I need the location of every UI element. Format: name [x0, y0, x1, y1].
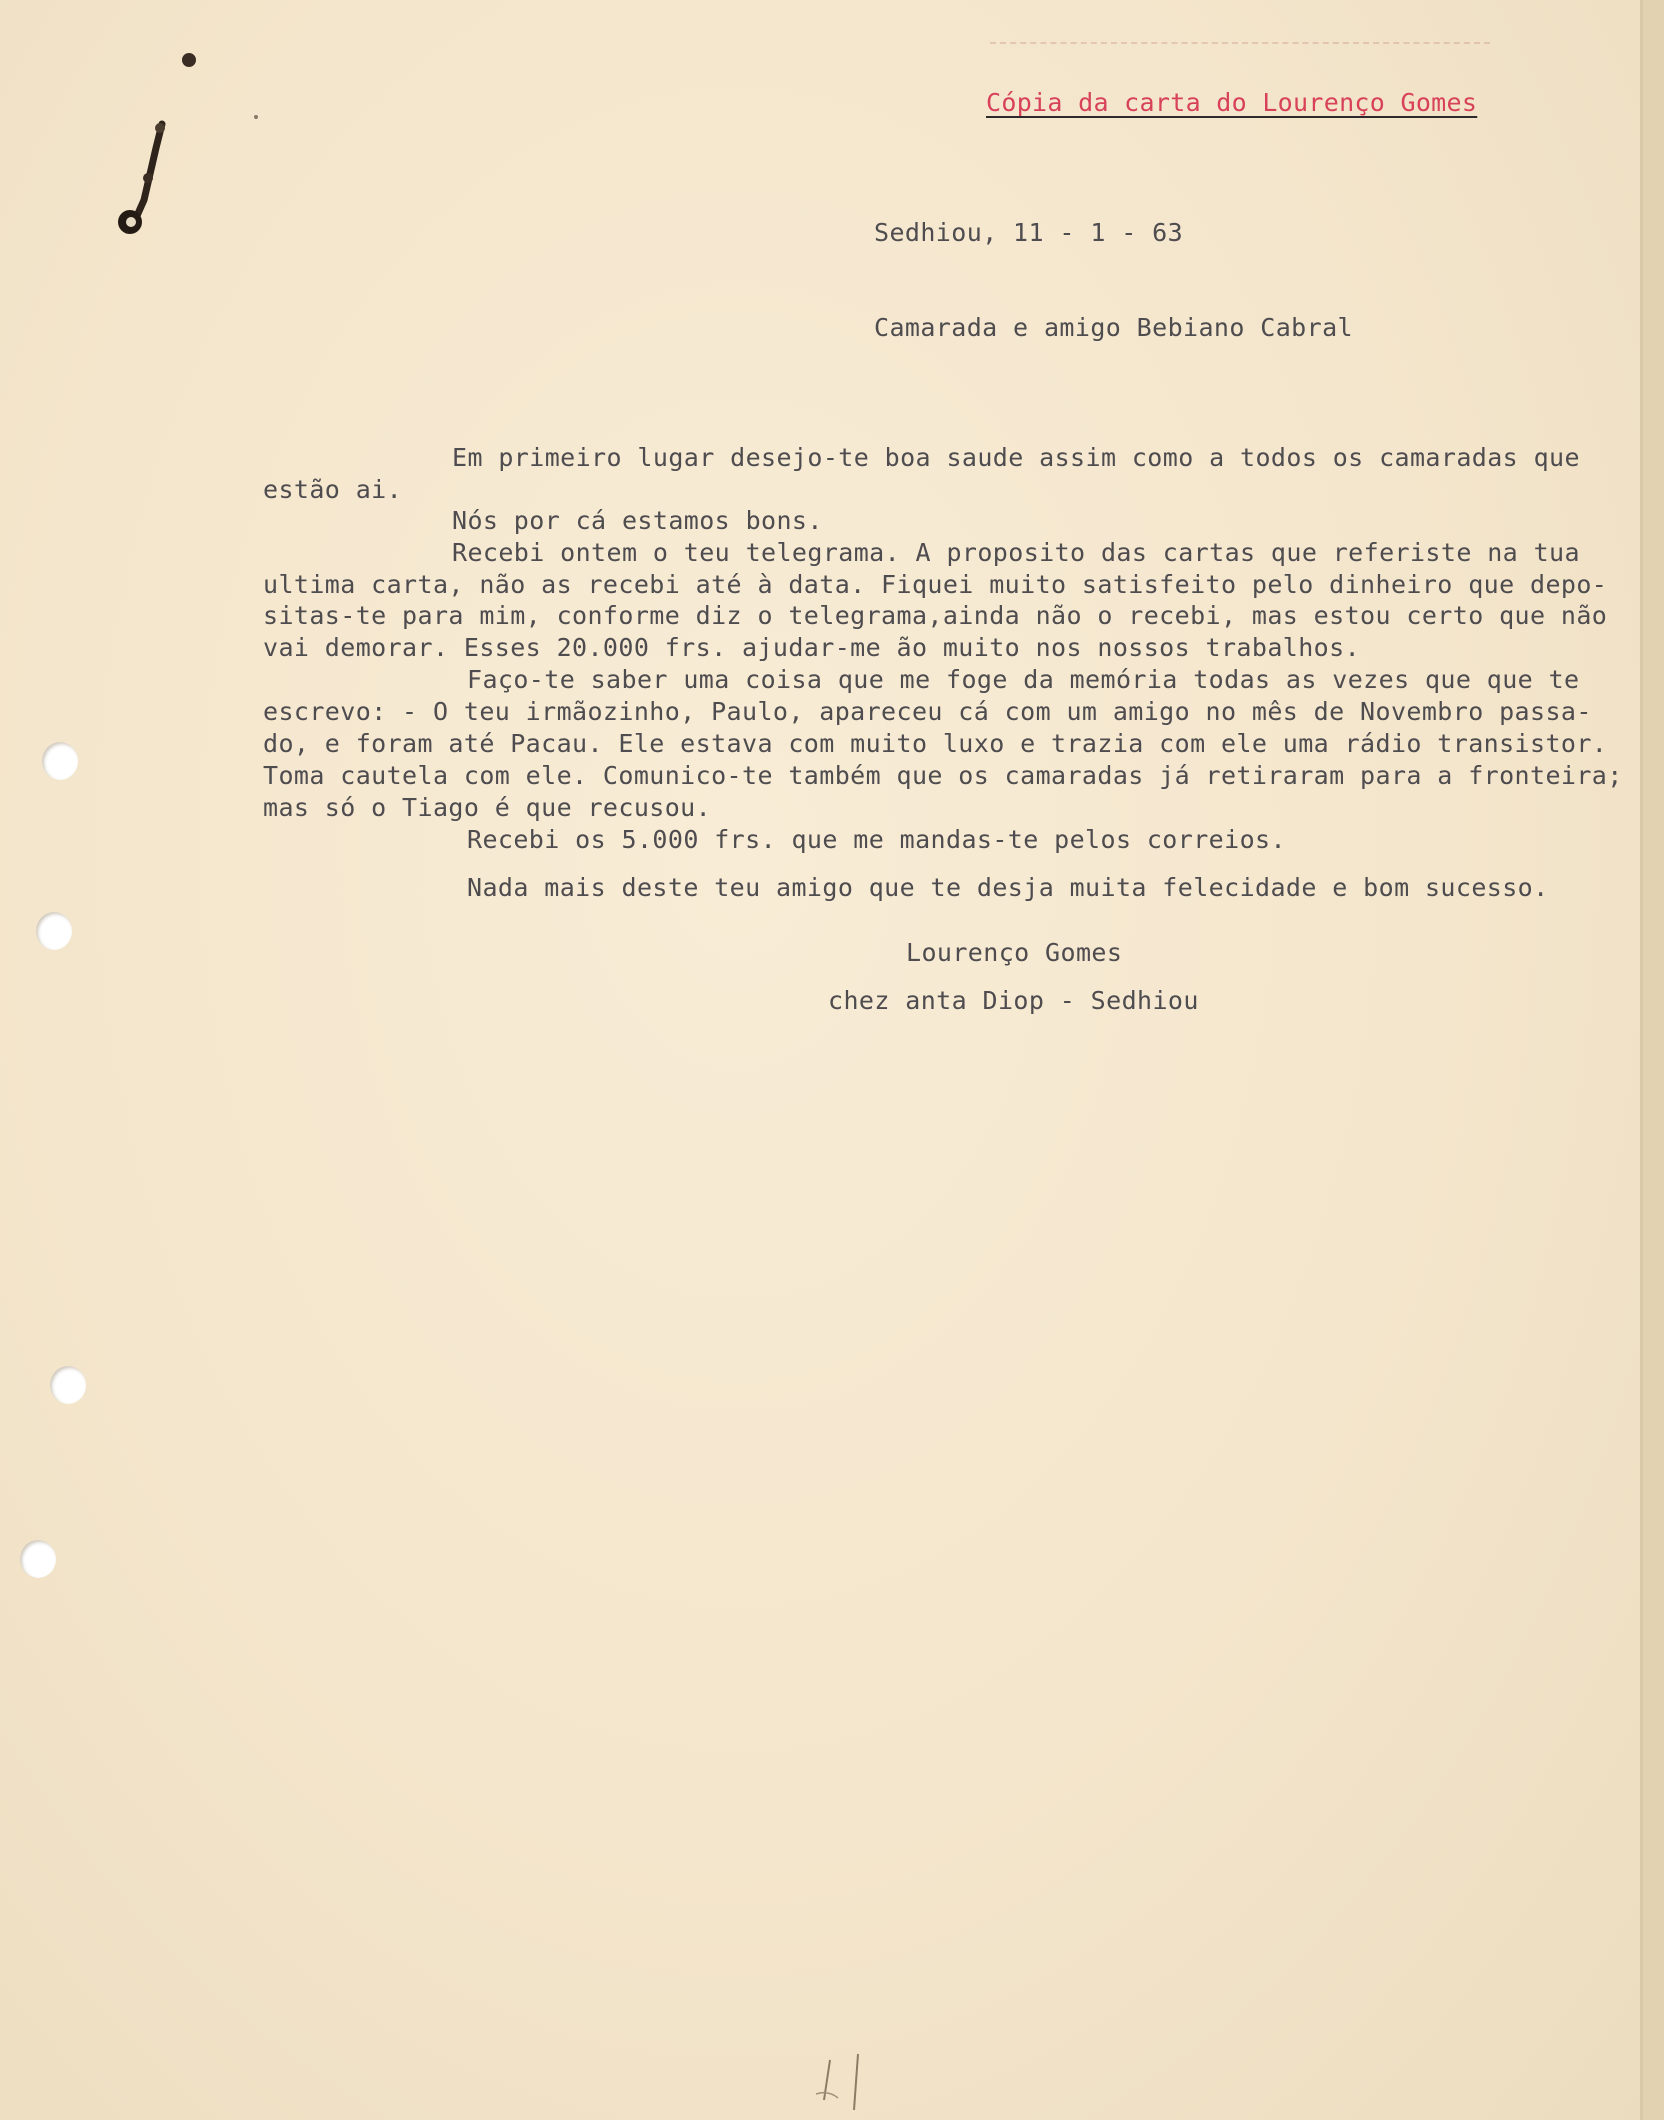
paper-edge [1643, 0, 1664, 2120]
punch-hole [20, 1540, 56, 1578]
signature-name: Lourenço Gomes [906, 938, 1123, 967]
body-line: sitas-te para mim, conforme diz o telegrama,ainda não o recebi, mas estou certo que não [263, 601, 1608, 630]
punch-hole [50, 1366, 86, 1404]
body-line: do, e foram até Pacau. Ele estava com muito luxo e trazia com ele uma rádio transistor. [263, 729, 1608, 758]
staple-mark-icon [100, 118, 180, 238]
pencil-mark-icon [808, 2050, 878, 2120]
letter-date: Sedhiou, 11 - 1 - 63 [874, 218, 1184, 247]
body-line: Toma cautela com ele. Comunico-te também que os camaradas já retiraram para a fronteira; [263, 761, 1623, 790]
document-title: Cópia da carta do Lourenço Gomes [986, 88, 1478, 117]
punch-hole [42, 742, 78, 780]
body-line: escrevo: - O teu irmãozinho, Paulo, apareceu cá com um amigo no mês de Novembro passa- [263, 697, 1592, 726]
body-line: ultima carta, não as recebi até à data. Fiquei muito satisfeito pelo dinheiro que depo- [263, 570, 1608, 599]
closing-line: Nada mais deste teu amigo que te desja muita felecidade e bom sucesso. [467, 873, 1549, 902]
body-line: Recebi ontem o teu telegrama. A proposito das cartas que referiste na tua [452, 538, 1580, 567]
punch-hole [36, 912, 72, 950]
ink-speck [254, 115, 258, 119]
signature-address: chez anta Diop - Sedhiou [828, 986, 1199, 1015]
body-line: Recebi os 5.000 frs. que me mandas-te pelos correios. [467, 825, 1286, 854]
body-line: Em primeiro lugar desejo-te boa saude assim como a todos os camaradas que [452, 443, 1580, 472]
body-line: Faço-te saber uma coisa que me foge da memória todas as vezes que que te [467, 665, 1580, 694]
body-line: mas só o Tiago é que recusou. [263, 793, 712, 822]
ink-spot [182, 53, 196, 67]
body-line: vai demorar. Esses 20.000 frs. ajudar-me ão muito nos nossos trabalhos. [263, 633, 1361, 662]
faint-header-line [990, 42, 1490, 44]
body-line: estão ai. [263, 475, 403, 504]
letter-salutation: Camarada e amigo Bebiano Cabral [874, 313, 1353, 342]
body-line: Nós por cá estamos bons. [452, 506, 823, 535]
